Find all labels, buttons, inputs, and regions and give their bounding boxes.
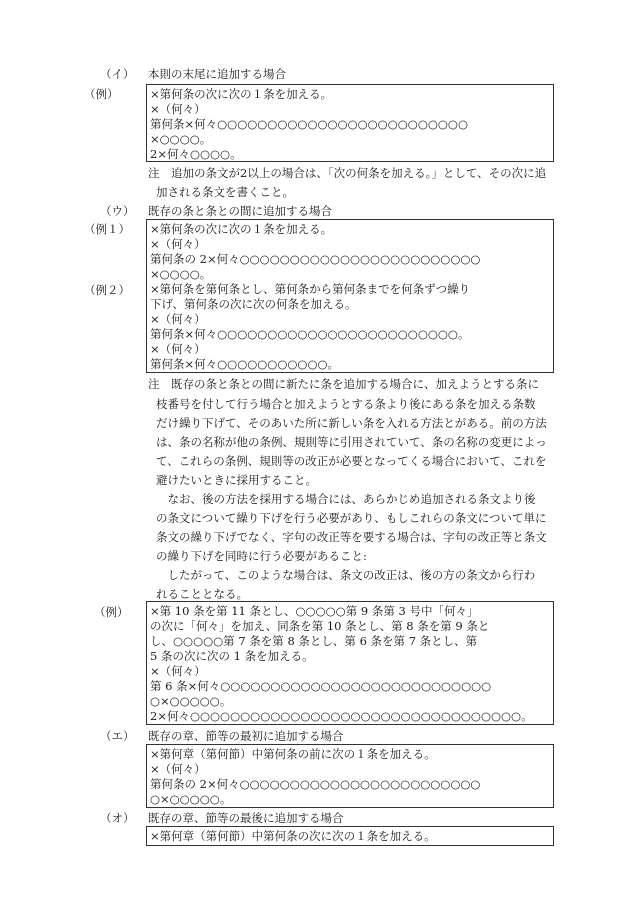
note-text: 注 追加の条文が2以上の場合は、「次の何条を加える。」として、その次に追 (148, 166, 547, 180)
note-text: 枝番号を付して行う場合と加えようとする条より後にある条を加える条数 (156, 397, 536, 411)
section-title-o: 既存の章、節等の最後に追加する場合 (148, 811, 344, 825)
example-box-u3 (146, 601, 554, 725)
note-text: て、これらの条例、規則等の改正が必要となってくる場合において、これを (156, 454, 547, 468)
box-line: ×（何々） (150, 762, 206, 776)
example-label: （例２） (84, 283, 130, 297)
example-box-o (146, 826, 554, 846)
box-line: ×（何々） (150, 664, 206, 678)
example-label: （例） (94, 605, 129, 619)
note-text: 避けたいときに採用すること。 (156, 473, 317, 487)
box-line: ×（何々） (150, 312, 206, 326)
example-box-u (146, 219, 554, 373)
box-line: 第何条×何々○○○○○○○○○○○○○○○○○○○○○○○○○ (150, 117, 468, 131)
section-title-i: 本則の末尾に追加する場合 (148, 67, 286, 81)
note-text: 加される条文を書くこと。 (156, 185, 294, 199)
box-line: 2×何々○○○○。 (150, 147, 242, 161)
section-label-i: （イ） (100, 67, 135, 81)
example-box-e (146, 744, 554, 808)
box-line: ×第 10 条を第 11 条とし、○○○○○第 9 条第 3 号中「何々」 (150, 604, 479, 618)
box-line: ×第何章（第何節）中第何条の前に次の１条を加える。 (150, 747, 436, 761)
note-text: は、条の名称が他の条例、規則等に引用されていて、条の名称の変更によっ (156, 435, 547, 449)
box-line: し、○○○○○第 7 条を第 8 条とし、第 6 条を第 7 条とし、第 (150, 634, 478, 648)
box-line: ○×○○○○○。 (150, 694, 232, 708)
box-line: 第何条の 2×何々○○○○○○○○○○○○○○○○○○○○○○○○ (150, 777, 481, 791)
note-text: 注 既存の条と条との間に新たに条を追加する場合に、加えようとする条に (148, 377, 539, 391)
section-title-u: 既存の条と条との間に追加する場合 (148, 204, 332, 218)
box-line: ×第何条を第何条とし、第何条から第何条までを何条ずつ繰り (150, 282, 471, 296)
box-line: ×○○○○。 (150, 132, 212, 146)
box-line: ×○○○○。 (150, 267, 212, 281)
box-line: 下げ、第何条の次に次の何条を加える。 (150, 297, 357, 311)
box-line: の次に「何々」を加え、同条を第 10 条とし、第 8 条を第 9 条と (150, 619, 490, 633)
box-line: 2×何々○○○○○○○○○○○○○○○○○○○○○○○○○○○○○○○○○。 (150, 709, 533, 723)
section-label-o: （オ） (100, 811, 135, 825)
box-line: ○×○○○○○。 (150, 792, 232, 806)
box-line: 第 6 条×何々○○○○○○○○○○○○○○○○○○○○○○○○○○○ (150, 679, 492, 693)
note-text: の条文について繰り下げを行う必要があり、もしこれらの条文について単に (156, 511, 547, 525)
example-label: （例１） (84, 222, 130, 236)
note-text: したがって、このような場合は、条文の改正は、後の方の条文から行わ (156, 568, 536, 582)
box-line: 5 条の次に次の 1 条を加える。 (150, 649, 314, 663)
box-line: ×（何々） (150, 237, 206, 251)
section-title-e: 既存の章、節等の最初に追加する場合 (148, 729, 344, 743)
box-line: 第何条の 2×何々○○○○○○○○○○○○○○○○○○○○○○○○ (150, 252, 481, 266)
note-text: 条文の繰り下げでなく、字句の改正等を要する場合は、字句の改正等と条文 (156, 530, 547, 544)
example-box-i (146, 84, 554, 162)
note-text: れることとなる。 (156, 587, 248, 601)
section-label-e: （エ） (100, 729, 135, 743)
note-text: の繰り下げを同時に行う必要があること: (156, 549, 367, 563)
box-line: ×第何章（第何節）中第何条の次に次の１条を加える。 (150, 829, 436, 843)
box-line: ×（何々） (150, 102, 206, 116)
section-label-u: （ウ） (100, 204, 135, 218)
box-line: ×第何条の次に次の１条を加える。 (150, 222, 333, 236)
box-line: ×第何条の次に次の１条を加える。 (150, 87, 333, 101)
box-line: ×（何々） (150, 342, 206, 356)
note-text: なお、後の方法を採用する場合には、あらかじめ追加される条文より後 (156, 492, 536, 506)
example-label: （例） (84, 87, 119, 101)
box-line: 第何条×何々○○○○○○○○○○○。 (150, 357, 340, 371)
note-text: だけ繰り下げて、そのあいた所に新しい条を入れる方法とがある。前の方法 (156, 416, 547, 430)
box-line: 第何条×何々○○○○○○○○○○○○○○○○○○○○○○○○。 (150, 327, 470, 341)
